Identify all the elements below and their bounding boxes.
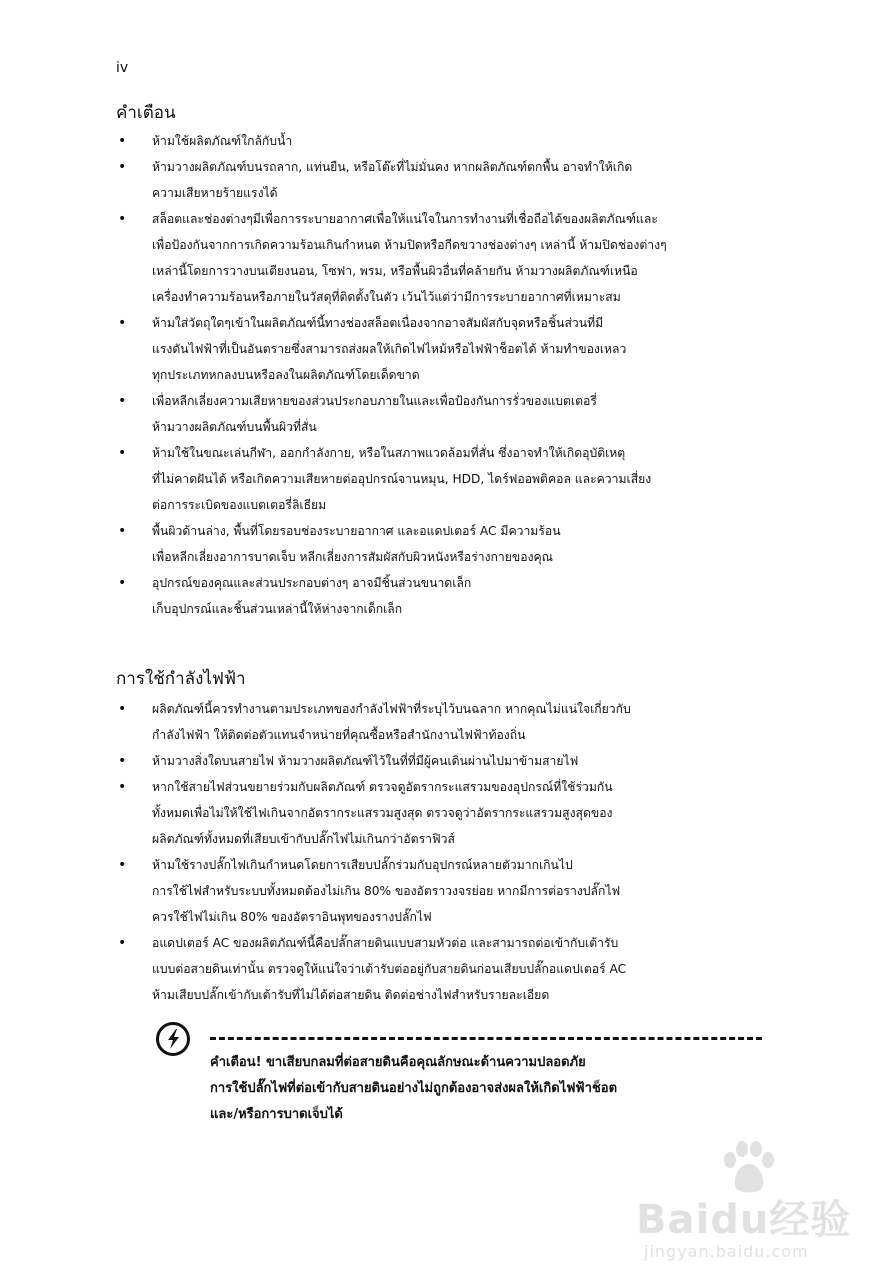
list-item: • ห้ามวางผลิตภัณฑ์บนรถลาก, แท่นยืน, หรือโต๊ะที่ไม่มั่นคง หากผลิตภัณฑ์ตกพื้น อาจทำให้เกิด ความเสียหายร้ายแรงได้ [116,154,766,206]
list-item: • ห้ามใช้ผลิตภัณฑ์ใกล้กับน้ำ [116,128,766,154]
list-item: • อแดปเตอร์ AC ของผลิตภัณฑ์นี้คือปลั๊กสายดินแบบสามหัวต่อ และสามารถต่อเข้ากับเต้ารับ แบบต่อสายดินเท่านั้น ตรวจดูให้แน่ใจว่าเต้ารับต่ออยู่กับสายดินก่อนเสียบปลั๊กอแดปเตอร์ AC ห้ามเสียบปลั๊กเข้ากับเต้ารับที่ไม่ได้ต่อสายดิน ติดต่อช่างไฟสำหรับรายละเอียด [116,930,766,1008]
section-heading-warning: คำเตือน [116,103,176,123]
list-item: • เพื่อหลีกเลี่ยงความเสียหายของส่วนประกอบภายในและเพื่อป้องกันการรั่วของแบตเตอรี่ ห้ามวางผลิตภัณฑ์บนพื้นผิวที่สั่น [116,388,766,440]
bullet-icon: • [118,779,127,795]
bullet-icon: • [118,445,127,461]
power-list [116,696,766,1008]
dashed-divider [210,1037,762,1040]
bullet-icon: • [118,133,127,149]
list-item: • ผลิตภัณฑ์นี้ควรทำงานตามประเภทของกำลังไฟฟ้าที่ระบุไว้บนฉลาก หากคุณไม่แน่ใจเกี่ยวกับ กำลังไฟฟ้า ให้ติดต่อตัวแทนจำหน่ายที่คุณซื้อหรือสำนักงานไฟฟ้าท้องถิ่น [116,696,766,748]
watermark-url: jingyan.baidu.com [644,1242,809,1261]
list-item: • ห้ามใส่วัตถุใดๆเข้าในผลิตภัณฑ์นี้ทางช่องสล็อตเนื่องจากอาจสัมผัสกับจุดหรือชิ้นส่วนที่มี แรงดันไฟฟ้าที่เป็นอันตรายซึ่งสามารถส่งผลให้เกิดไฟไหม้หรือไฟฟ้าช็อตได้ ห้ามทำของเหลว ทุกประเภทหกลงบนหรือลงในผลิตภัณฑ์โดยเด็ดขาด [116,310,766,388]
list-item: • ห้ามวางสิ่งใดบนสายไฟ ห้ามวางผลิตภัณฑ์ไว้ในที่ที่มีผู้คนเดินผ่านไปมาข้ามสายไฟ [116,748,766,774]
list-item: • อุปกรณ์ของคุณและส่วนประกอบต่างๆ อาจมีชิ้นส่วนขนาดเล็ก เก็บอุปกรณ์และชิ้นส่วนเหล่านี้ให้ห่างจากเด็กเล็ก [116,570,766,622]
paw-logo-icon [718,1140,780,1194]
warning-list [116,128,766,622]
baidu-watermark [636,1140,866,1270]
watermark-brand: Baidu经验 [636,1197,852,1243]
list-item: • พื้นผิวด้านล่าง, พื้นที่โดยรอบช่องระบายอากาศ และอแดปเตอร์ AC มีความร้อน เพื่อหลีกเลี่ยงอาการบาดเจ็บ หลีกเลี่ยงการสัมผัสกับผิวหนังหรือร่างกายของคุณ [116,518,766,570]
page-number: iv [116,60,129,76]
bullet-icon: • [118,211,127,227]
list-item: • หากใช้สายไฟส่วนขยายร่วมกับผลิตภัณฑ์ ตรวจดูอัตรากระแสรวมของอุปกรณ์ที่ใช้ร่วมกัน ทั้งหมดเพื่อไม่ให้ใช้ไฟเกินจากอัตรากระแสรวมสูงสุด ตรวจดูว่าอัตรากระแสรวมสูงสุดของ ผลิตภัณฑ์ทั้งหมดที่เสียบเข้ากับปลั๊กไฟไม่เกินกว่าอัตราฟิวส์ [116,774,766,852]
warning-note-line: การใช้ปลั๊กไฟที่ต่อเข้ากับสายดินอย่างไม่ถูกต้องอาจส่งผลให้เกิดไฟฟ้าช็อต [210,1081,618,1096]
warning-note-text [210,1050,617,1128]
bullet-icon: • [118,753,127,769]
bullet-icon: • [118,159,127,175]
bullet-icon: • [118,523,127,539]
lightning-warning-icon [156,1022,190,1056]
list-item: • สล็อตและช่องต่างๆมีเพื่อการระบายอากาศเพื่อให้แน่ใจในการทำงานที่เชื่อถือได้ของผลิตภัณฑ์และ เพื่อป้องกันจากการเกิดความร้อนเกินกำหนด ห้ามปิดหรือกีดขวางช่องต่างๆ เหล่านี้ ห้ามปิดช่องต่างๆ เหล่านี้โดยการวางบนเตียงนอน, โซฟา, พรม, หรือพื้นผิวอื่นที่คล้ายกัน ห้ามวางผลิตภัณฑ์เหนือ เครื่องทำความร้อนหรือภายในวัสดุที่ติดตั้งในตัว เว้นไว้แต่ว่ามีการระบายอากาศที่เหมาะสม [116,206,766,310]
bullet-icon: • [118,575,127,591]
list-item: • ห้ามใช้ในขณะเล่นกีฬา, ออกกำลังกาย, หรือในสภาพแวดล้อมที่สั่น ซึ่งอาจทำให้เกิดอุบัติเหตุ ที่ไม่คาดฝันได้ หรือเกิดความเสียหายต่ออุปกรณ์จานหมุน, HDD, ไดร์ฟออพติคอล และความเสี่ยง ต่อการระเบิดของแบตเตอรี่ลิเธียม [116,440,766,518]
bullet-icon: • [118,857,127,873]
warning-note-line: คำเตือน! ขาเสียบกลมที่ต่อสายดินคือคุณลักษณะด้านความปลอดภัย [210,1055,586,1070]
bullet-icon: • [118,701,127,717]
warning-note-line: และ/หรือการบาดเจ็บได้ [210,1107,343,1122]
bullet-icon: • [118,935,127,951]
bullet-icon: • [118,393,127,409]
list-item: • ห้ามใช้รางปลั๊กไฟเกินกำหนดโดยการเสียบปลั๊กร่วมกับอุปกรณ์หลายตัวมากเกินไป การใช้ไฟสำหรับระบบทั้งหมดต้องไม่เกิน 80% ของอัตราวงจรย่อย หากมีการต่อรางปลั๊กไฟ ควรใช้ไฟไม่เกิน 80% ของอัตราอินพุทของรางปลั๊กไฟ [116,852,766,930]
section-heading-power: การใช้กำลังไฟฟ้า [116,669,246,689]
bullet-icon: • [118,315,127,331]
